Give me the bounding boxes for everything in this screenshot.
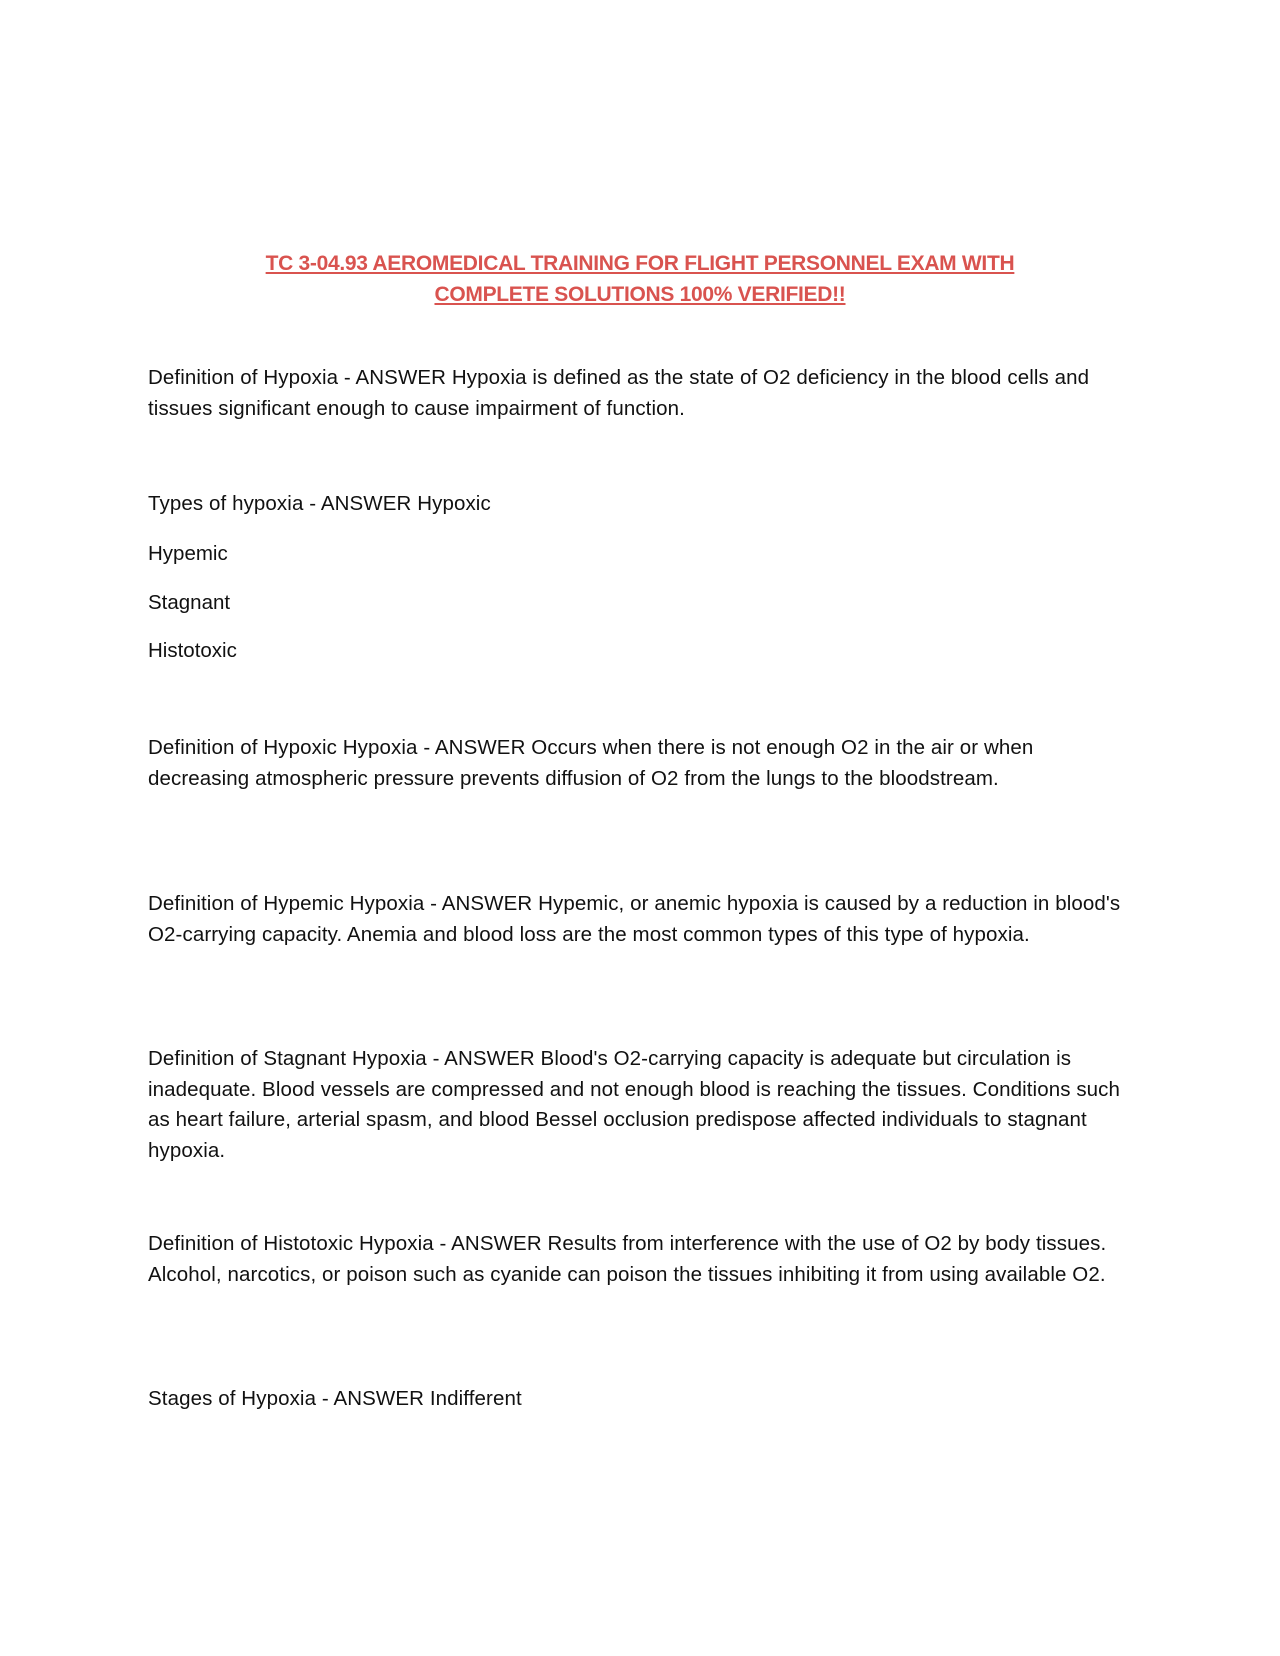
answer-line-stagnant: Stagnant — [148, 591, 231, 614]
title-line-1: TC 3-04.93 AEROMEDICAL TRAINING FOR FLIGHT PERSONNEL EXAM WITH — [265, 252, 1015, 275]
answer-text: Hypoxic — [417, 492, 491, 515]
question-text: Stages of Hypoxia - ANSWER — [148, 1387, 430, 1410]
question-text: Definition of Hypoxia - ANSWER — [148, 366, 452, 389]
qa-item-stagnant-hypoxia — [148, 1044, 1138, 1166]
answer-line-hypemic: Hypemic — [148, 542, 228, 565]
qa-item-hypoxia-stages — [148, 1384, 1138, 1415]
question-text: Definition of Hypoxic Hypoxia - ANSWER — [148, 736, 532, 759]
qa-item-hypoxia-definition — [148, 363, 1138, 424]
qa-item-histotoxic-hypoxia — [148, 1229, 1138, 1290]
answer-text: Hypemic, or anemic hypoxia is caused by a reduction in blood's O2-carrying capacity. Anemia and blood loss are the most common types of this type of hypoxia. — [148, 892, 1121, 946]
answer-text: Occurs when there is not enough O2 in the air or when decreasing atmospheric pressure prevents diffusion of O2 from the lungs to the bloodstream. — [148, 736, 1034, 790]
answer-text: Hypoxia is defined as the state of O2 deficiency in the blood cells and tissues significant enough to cause impairment of function. — [148, 366, 1090, 420]
qa-item-hypoxia-types — [148, 489, 1138, 520]
answer-text: Blood's O2-carrying capacity is adequate but circulation is inadequate. Blood vessels are compressed and not enough blood is reaching the tissues. Conditions such as heart failure, arterial spasm, and blood Bessel occlusion predispose affected individuals to stagnant hypoxia. — [148, 1047, 1121, 1162]
question-text: Definition of Histotoxic Hypoxia - ANSWER — [148, 1232, 548, 1255]
question-text: Types of hypoxia - ANSWER — [148, 492, 418, 515]
qa-item-hypemic-hypoxia — [148, 889, 1138, 950]
document-title — [150, 248, 1130, 310]
answer-text: Indifferent — [429, 1387, 522, 1410]
qa-item-hypoxic-hypoxia — [148, 733, 1138, 794]
answer-line-histotoxic: Histotoxic — [148, 639, 237, 662]
question-text: Definition of Stagnant Hypoxia - ANSWER — [148, 1047, 541, 1070]
title-line-2: COMPLETE SOLUTIONS 100% VERIFIED!! — [434, 283, 846, 306]
answer-text: Results from interference with the use of O2 by body tissues. Alcohol, narcotics, or poison such as cyanide can poison the tissues inhibiting it from using available O2. — [148, 1232, 1107, 1286]
question-text: Definition of Hypemic Hypoxia - ANSWER — [148, 892, 539, 915]
